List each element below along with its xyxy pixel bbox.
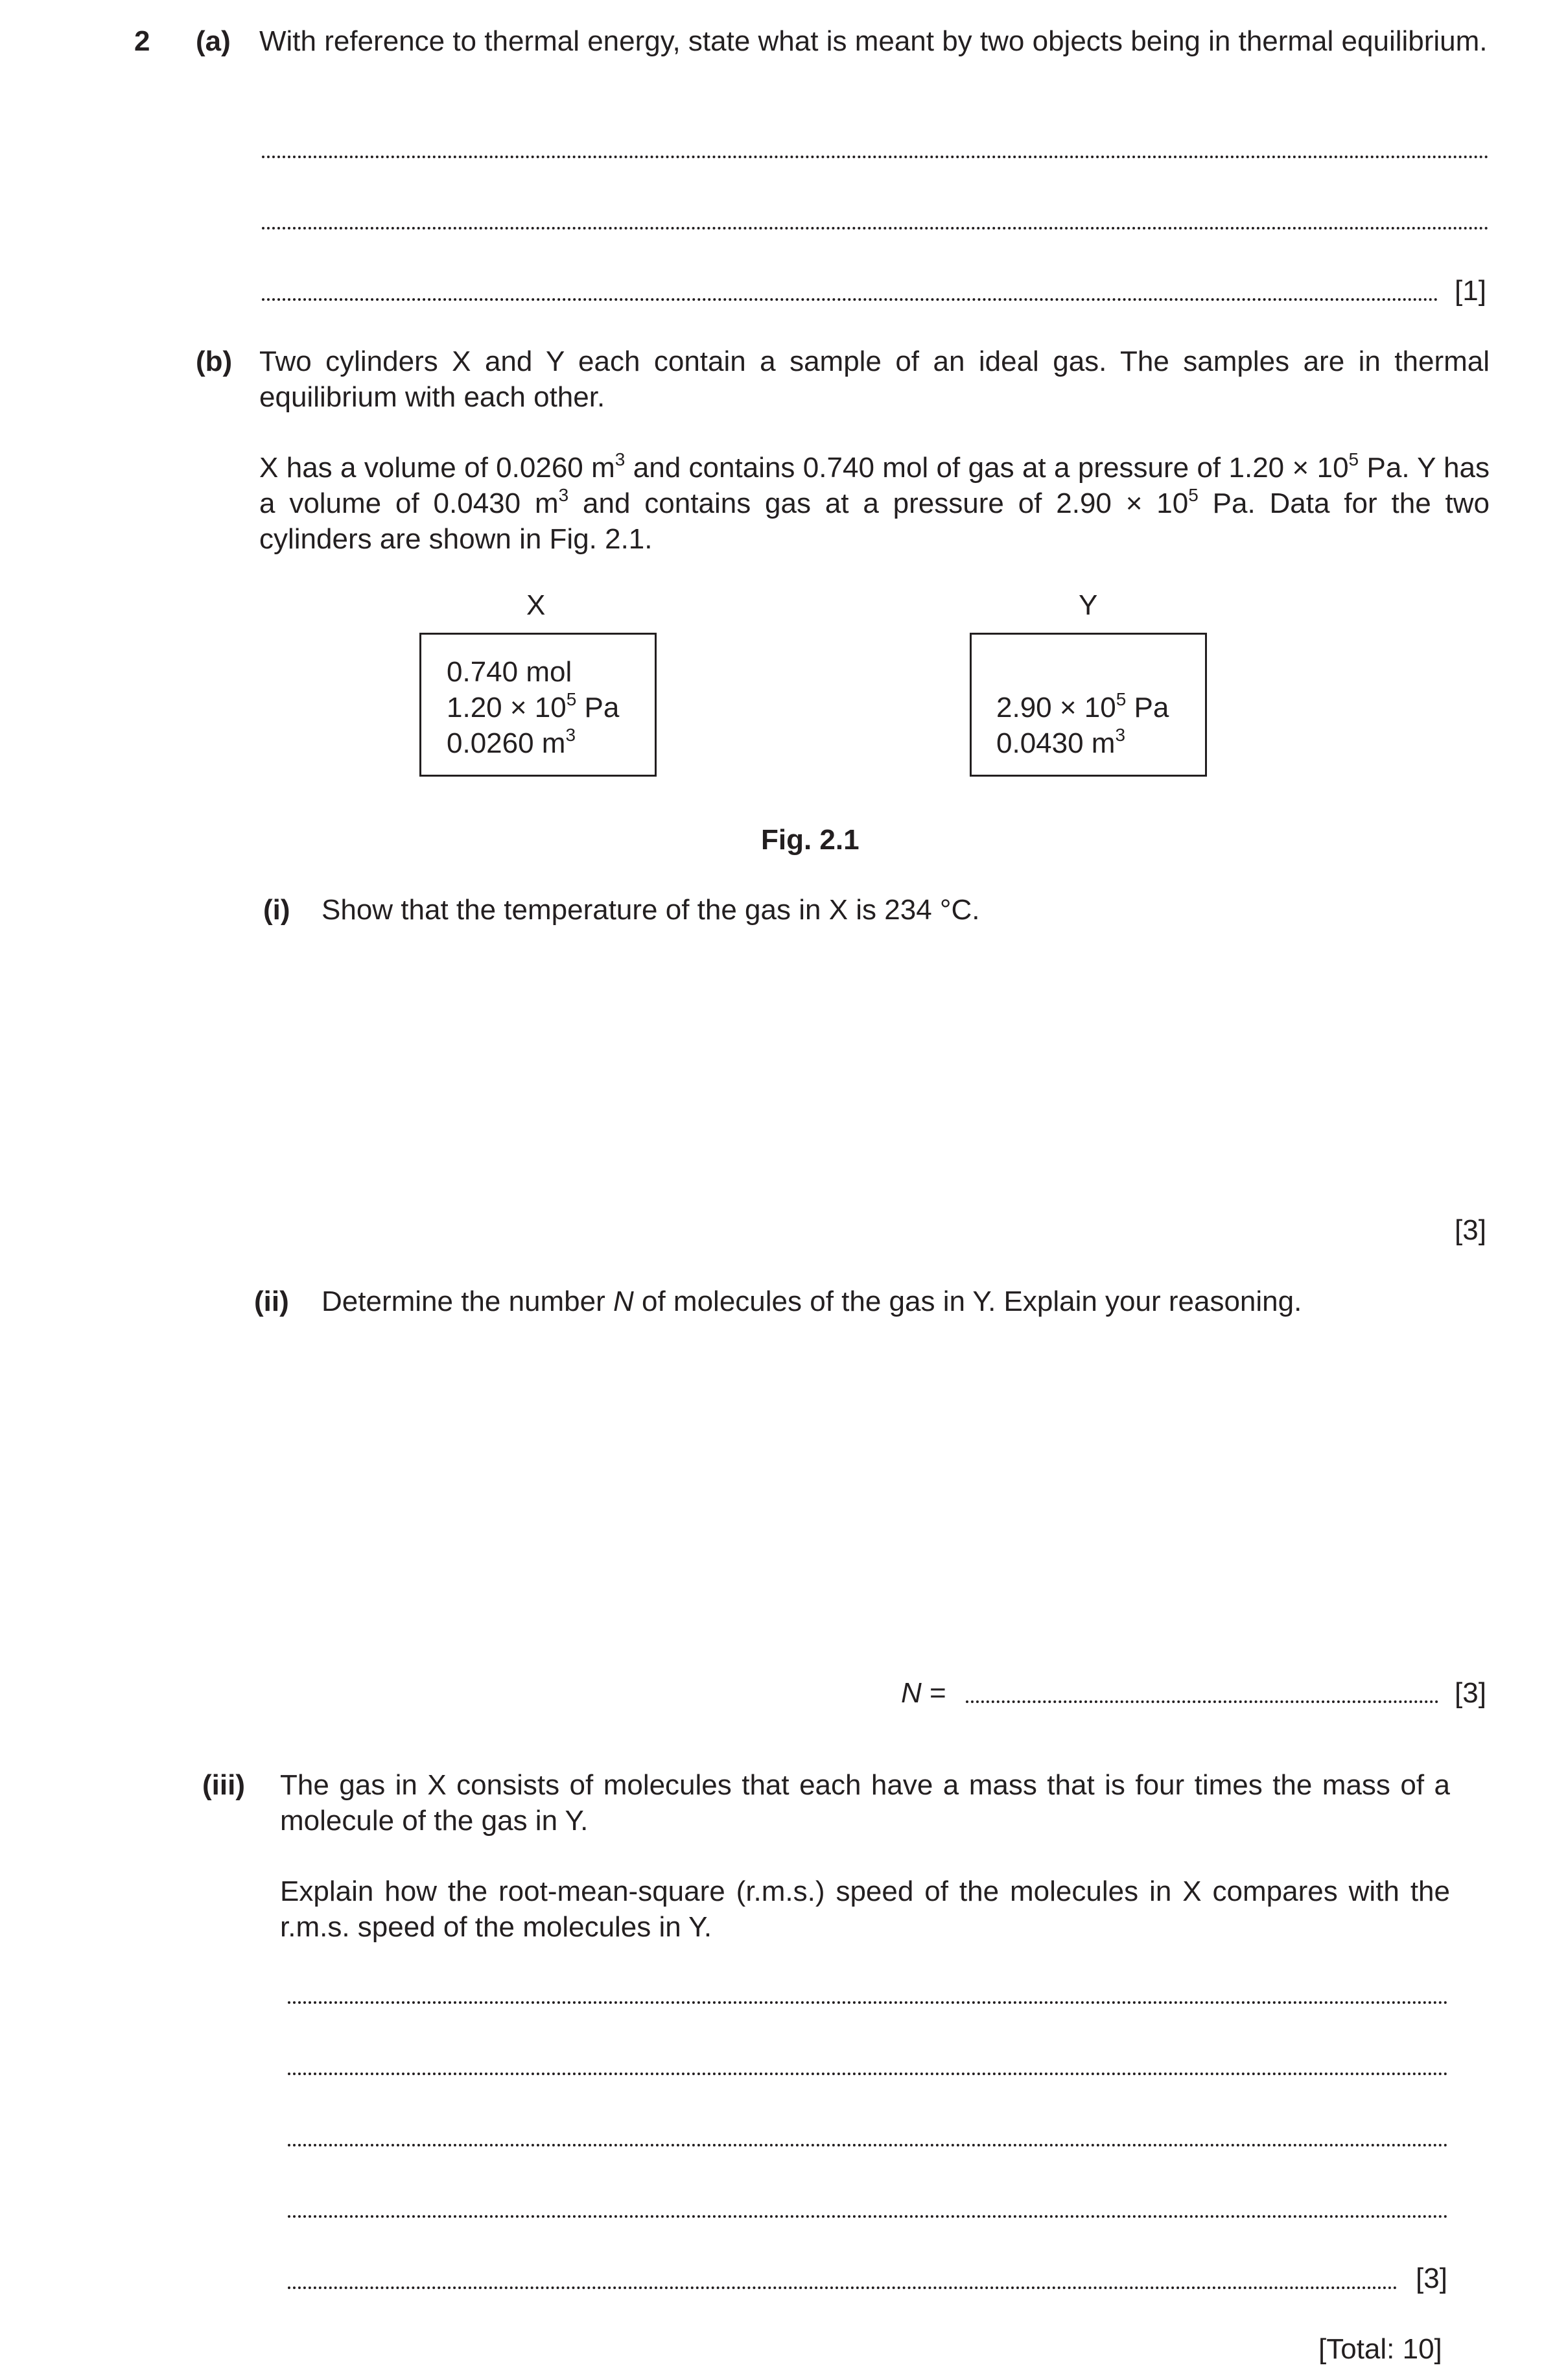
part-b-ii-marks: [3] xyxy=(1455,1677,1486,1709)
part-b-iii-label: (iii) xyxy=(202,1769,245,1801)
cylinder-x-pressure: $1.20 \times 10^5$ Pa xyxy=(447,689,620,723)
cylinder-x-label: X xyxy=(526,589,546,621)
answer-line[interactable] xyxy=(288,2001,1448,2004)
total-marks: [Total: 10] xyxy=(1318,2333,1442,2365)
part-b-intro: Two cylinders X and Y each contain a sample of an ideal gas. The samples are in thermal equilibrium with each other. xyxy=(259,346,1490,413)
cylinder-x-amount: 0.740 mol xyxy=(447,656,572,688)
part-b-ii-question: Determine the number N of molecules of the gas in Y. Explain your reasoning. xyxy=(322,1286,1302,1317)
figure-caption: Fig. 2.1 xyxy=(761,824,860,856)
part-a-label: (a) xyxy=(196,25,231,57)
answer-line[interactable] xyxy=(288,2073,1448,2075)
part-a-marks: [1] xyxy=(1455,275,1486,307)
answer-n-label: N = xyxy=(901,1677,946,1709)
part-b-i-marks: [3] xyxy=(1455,1214,1486,1246)
question-number: 2 xyxy=(134,25,150,57)
answer-line[interactable] xyxy=(262,298,1438,301)
answer-line[interactable] xyxy=(288,2144,1448,2146)
cylinder-y-volume: 0.0430 $m^3$ xyxy=(996,725,1126,759)
part-b-i-label: (i) xyxy=(263,894,290,926)
cylinder-y-label: Y xyxy=(1079,589,1098,621)
answer-line[interactable] xyxy=(288,2215,1448,2218)
part-b-iii-instruction: Explain how the root-mean-square (r.m.s.) speed of the molecules in X compares with the r.m.s. speed of the molecules in Y. xyxy=(280,1875,1450,1943)
answer-line[interactable] xyxy=(262,156,1489,158)
part-b-i-question: Show that the temperature of the gas in X is 234 °C. xyxy=(322,894,980,926)
answer-line[interactable] xyxy=(262,227,1489,229)
part-b-iii-marks: [3] xyxy=(1416,2262,1447,2294)
cylinder-y-box xyxy=(970,633,1207,777)
cylinder-x-box xyxy=(419,633,657,777)
part-b-label: (b) xyxy=(196,346,233,377)
part-a-question: With reference to thermal energy, state what is meant by two objects being in thermal equilibrium. xyxy=(259,25,1488,57)
answer-line-n[interactable] xyxy=(966,1700,1438,1703)
part-b-ii-label: (ii) xyxy=(254,1286,289,1317)
answer-line[interactable] xyxy=(288,2286,1398,2289)
part-b-iii-question: The gas in X consists of molecules that each have a mass that is four times the mass of a molecule of the gas in Y. xyxy=(280,1769,1450,1837)
cylinder-x-volume: 0.0260 $m^3$ xyxy=(447,725,576,759)
cylinder-y-pressure: $2.90 \times 10^5$ Pa xyxy=(996,689,1169,723)
part-b-data-text: X has a volume of 0.0260 $m^3$ and contains 0.740 mol of gas at a pressure of $1.20 \times 10^5$ Pa. Y has a volume of 0.0430 $m^3$ and contains gas at a pressure of $2.90 \times 10^5$ Pa. Data for the two cylinders are shown in Fig. 2.1. xyxy=(259,449,1490,555)
